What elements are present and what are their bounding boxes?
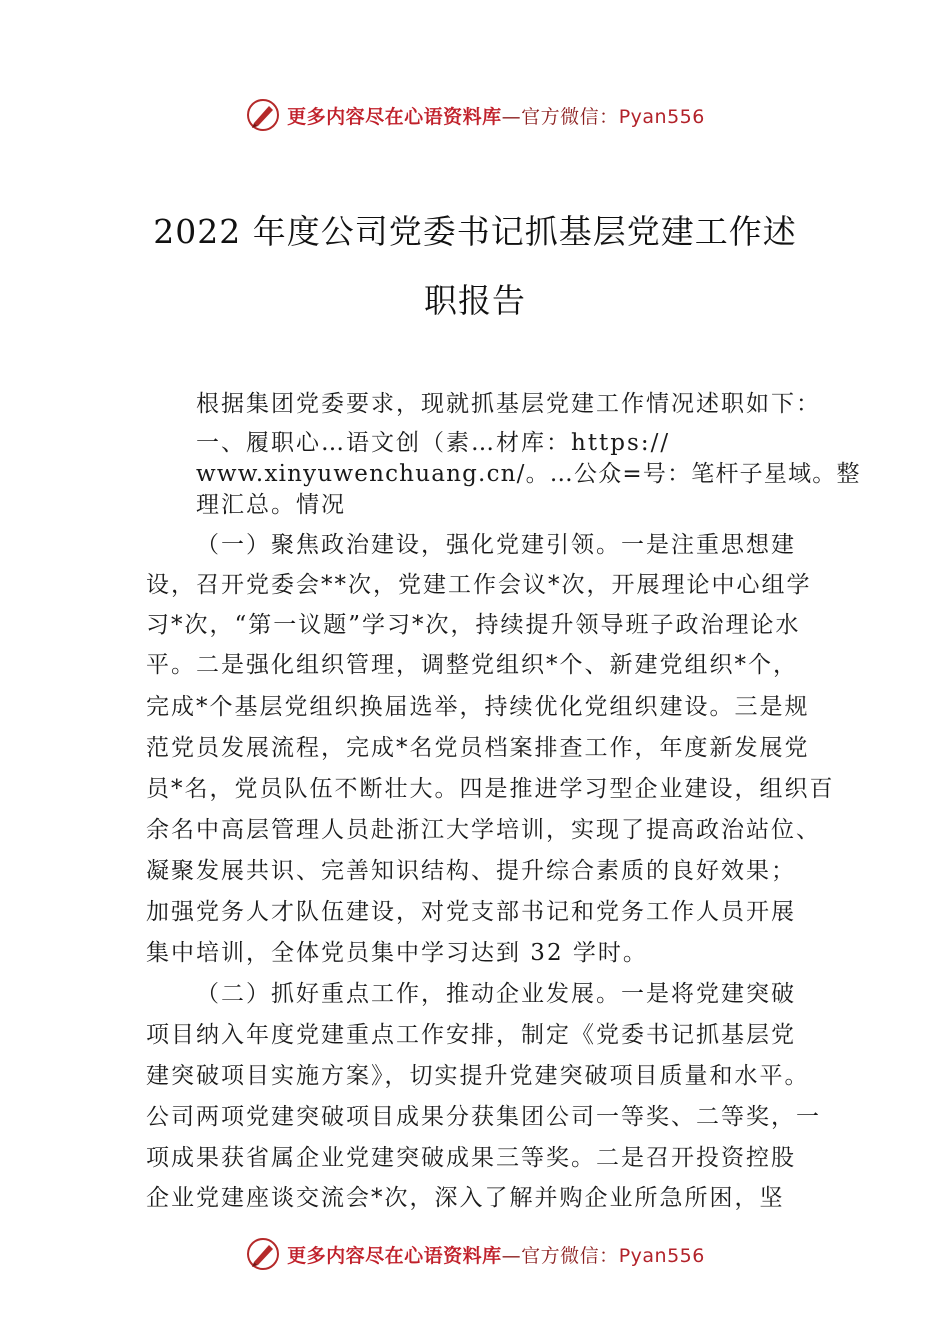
banner-lead: 更多内容尽在心语资料库	[287, 105, 502, 128]
body-line: （一）聚焦政治建设，强化党建引领。一是注重思想建	[196, 532, 796, 558]
body-line: www.xinyuwenchuang.cn/。…公众=号：笔杆子星域。整	[196, 461, 861, 487]
body-line: 平。二是强化组织管理，调整党组织*个、新建党组织*个，	[146, 652, 798, 678]
body-line: 习*次，“第一议题”学习*次，持续提升领导班子政治理论水	[146, 612, 801, 638]
body-line: 根据集团党委要求，现就抓基层党建工作情况述职如下：	[196, 391, 821, 417]
body-line: 加强党务人才队伍建设，对党支部书记和党务工作人员开展	[146, 899, 796, 925]
body-line: 集中培训，全体党员集中学习达到 32 学时。	[146, 940, 648, 966]
body-line: 设，召开党委会**次，党建工作会议*次，开展理论中心组学	[146, 572, 812, 598]
body-line: 凝聚发展共识、完善知识结构、提升综合素质的良好效果；	[146, 858, 796, 884]
banner-wechat-label: —官方微信：	[501, 1244, 619, 1267]
banner-lead: 更多内容尽在心语资料库	[287, 1244, 502, 1267]
pen-logo-icon	[245, 97, 281, 133]
body-line: 建突破项目实施方案》，切实提升党建突破项目质量和水平。	[146, 1063, 810, 1089]
banner-text	[287, 102, 705, 129]
body-line: 员*名，党员队伍不断壮大。四是推进学习型企业建设，组织百	[146, 776, 835, 802]
body-line: 完成*个基层党组织换届选举，持续优化党组织建设。三是规	[146, 694, 810, 720]
body-line: 项目纳入年度党建重点工作安排，制定《党委书记抓基层党	[146, 1022, 796, 1048]
body-line: 理汇总。情况	[196, 492, 346, 518]
body-line: 企业党建座谈交流会*次，深入了解并购企业所急所困，坚	[146, 1185, 785, 1211]
document-title-line-2: 职报告	[424, 281, 526, 320]
banner-wechat-handle: Pyan556	[618, 105, 705, 128]
header-watermark-banner	[0, 93, 950, 137]
body-line: （二）抓好重点工作，推动企业发展。一是将党建突破	[196, 981, 796, 1007]
banner-wechat-handle: Pyan556	[618, 1244, 705, 1267]
banner-wechat-label: —官方微信：	[501, 105, 619, 128]
body-line: 公司两项党建突破项目成果分获集团公司一等奖、二等奖，一	[146, 1104, 821, 1130]
body-line: 余名中高层管理人员赴浙江大学培训，实现了提高政治站位、	[146, 817, 821, 843]
body-line: 范党员发展流程，完成*名党员档案排查工作，年度新发展党	[146, 735, 810, 761]
footer-watermark-banner	[0, 1232, 950, 1276]
body-line: 一、履职心…语文创（素…材库：https://	[196, 430, 671, 456]
banner-text	[287, 1241, 705, 1268]
pen-logo-icon	[245, 1236, 281, 1272]
document-title-line-1: 2022 年度公司党委书记抓基层党建工作述	[153, 212, 797, 251]
body-line: 项成果获省属企业党建突破成果三等奖。二是召开投资控股	[146, 1145, 796, 1171]
